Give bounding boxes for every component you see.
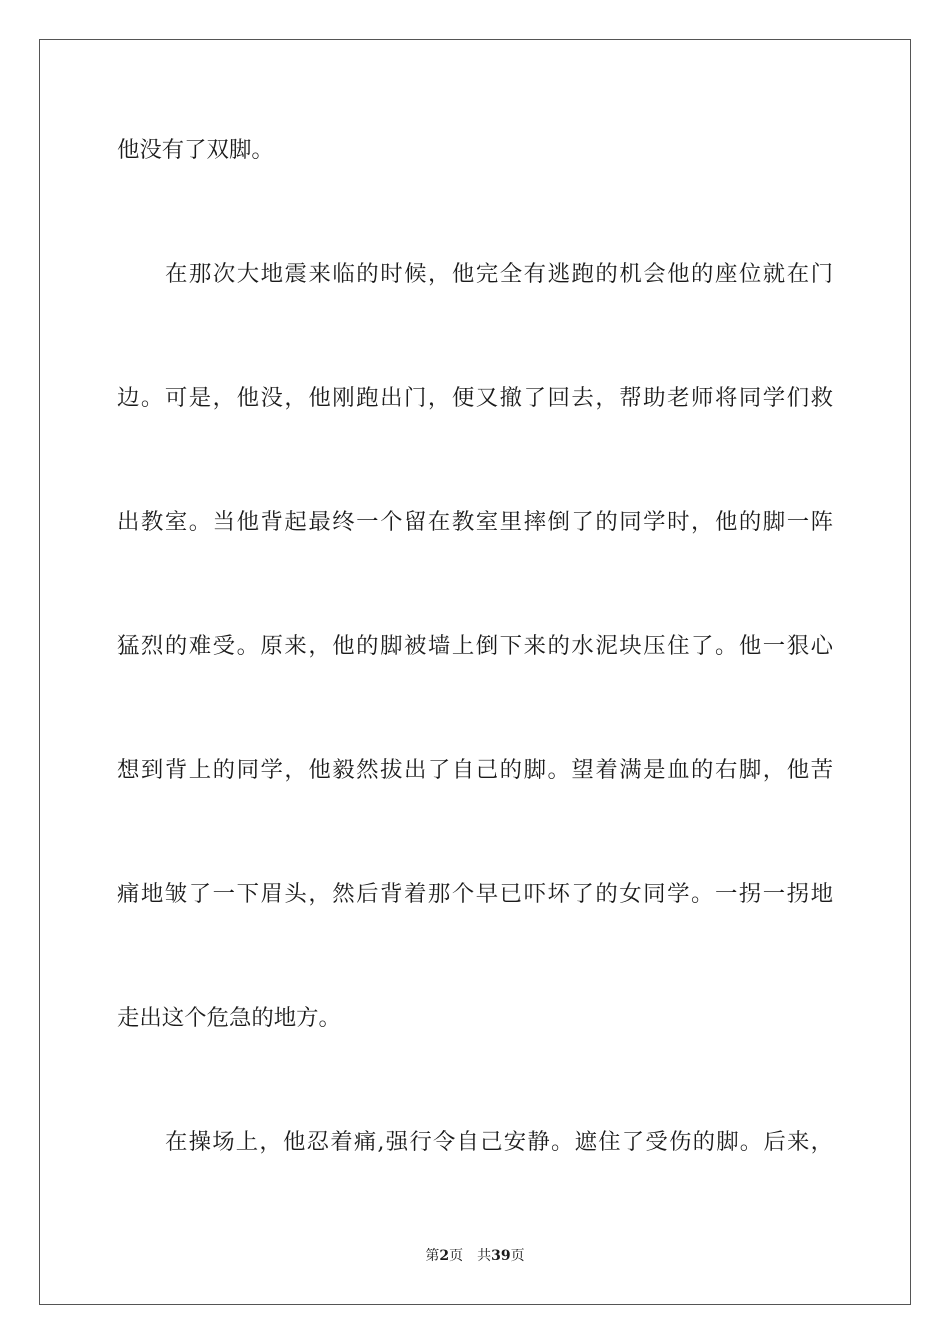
page-footer (0, 1246, 950, 1266)
text-line-2: 在那次大地震来临的时候，他完全有逃跑的机会他的座位就在门 (165, 261, 833, 287)
total-prefix: 共 (477, 1248, 492, 1264)
total-pages: 39 (491, 1248, 511, 1264)
text-line-3: 边。可是，他没，他刚跑出门，便又撤了回去，帮助老师将同学们救 (117, 385, 833, 411)
text-line-5: 猛烈的难受。原来，他的脚被墙上倒下来的水泥块压住了。他一狠心 (117, 633, 833, 659)
text-line-1: 他没有了双脚。 (117, 137, 274, 163)
page-number: 2 (439, 1248, 450, 1264)
total-suffix: 页 (510, 1248, 525, 1264)
text-line-8: 走出这个危急的地方。 (117, 1005, 341, 1031)
text-line-7: 痛地皱了一下眉头，然后背着那个早已吓坏了的女同学。一拐一拐地 (117, 881, 833, 907)
text-line-9: 在操场上，他忍着痛,强行令自己安静。遮住了受伤的脚。后来， (165, 1129, 833, 1155)
text-line-4: 出教室。当他背起最终一个留在教室里摔倒了的同学时，他的脚一阵 (117, 509, 833, 535)
page-suffix: 页 (449, 1248, 464, 1264)
text-line-6: 想到背上的同学，他毅然拔出了自己的脚。望着满是血的右脚，他苦 (117, 757, 833, 783)
page-prefix: 第 (425, 1248, 440, 1264)
page-border (39, 39, 911, 1305)
